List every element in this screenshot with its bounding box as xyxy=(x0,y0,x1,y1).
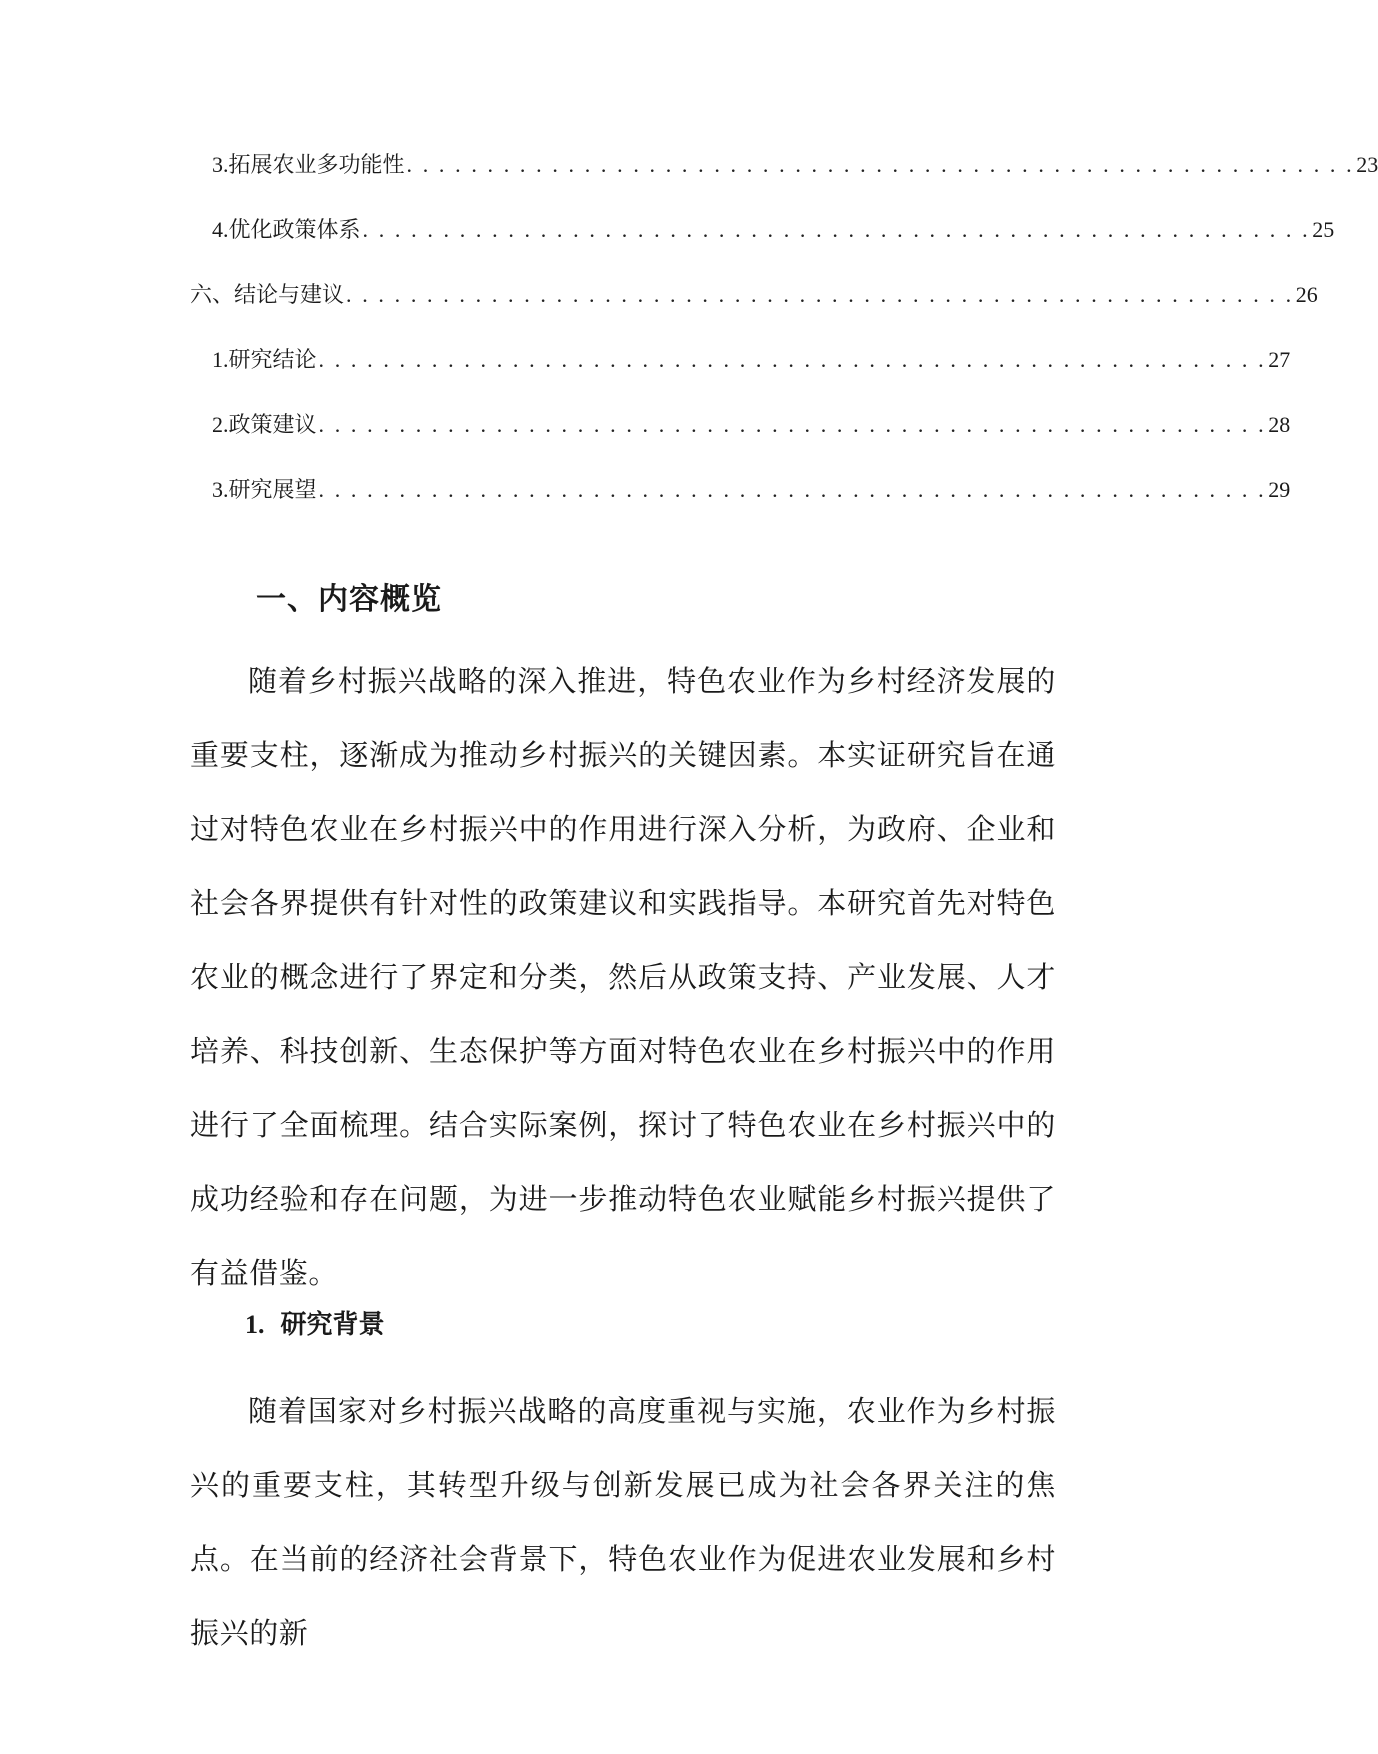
toc-item[interactable] xyxy=(212,410,1291,441)
toc-item-title: 研究展望 xyxy=(228,478,317,503)
toc-item[interactable] xyxy=(212,215,1335,246)
toc-item-page: 25 xyxy=(1312,217,1335,242)
toc-leader-dots: . . . . . . . . . . . . . . . . . . . . . . . . . . . . . . . . . . . . . . . . . . . . . . . . . . . . . . . . . . . xyxy=(318,412,1267,437)
toc-leader-dots: . . . . . . . . . . . . . . . . . . . . . . . . . . . . . . . . . . . . . . . . . . . . . . . . . . . . . . . . . . . xyxy=(406,152,1355,177)
subsection-paragraph: 随着国家对乡村振兴战略的高度重视与实施，农业作为乡村振兴的重要支柱，其转型升级与创新发展已成为社会各界关注的焦点。在当前的经济社会背景下，特色农业作为促进农业发展和乡村振兴的新 xyxy=(190,1394,1056,1650)
toc-item-title: 拓展农业多功能性 xyxy=(228,153,405,178)
toc-leader-dots: . . . . . . . . . . . . . . . . . . . . . . . . . . . . . . . . . . . . . . . . . . . . . . . . . . . . . . . . . . . xyxy=(346,282,1294,307)
toc-item-page: 28 xyxy=(1268,412,1291,437)
toc-item-title: 政策建议 xyxy=(228,413,317,438)
toc-item-number: 3. xyxy=(212,477,229,502)
toc-leader-dots: . . . . . . . . . . . . . . . . . . . . . . . . . . . . . . . . . . . . . . . . . . . . . . . . . . . . . . . . . . . xyxy=(362,217,1311,242)
toc-item-page: 23 xyxy=(1356,152,1378,177)
subsection-number: 1. xyxy=(245,1310,265,1339)
toc-leader-dots: . . . . . . . . . . . . . . . . . . . . . . . . . . . . . . . . . . . . . . . . . . . . . . . . . . . . . . . . . . . xyxy=(318,347,1267,372)
toc-leader-dots: . . . . . . . . . . . . . . . . . . . . . . . . . . . . . . . . . . . . . . . . . . . . . . . . . . . . . . . . . . . xyxy=(318,477,1267,502)
section-heading: 一、内容概览 xyxy=(256,582,442,617)
section-paragraph: 随着乡村振兴战略的深入推进，特色农业作为乡村经济发展的重要支柱，逐渐成为推动乡村振兴的关键因素。本实证研究旨在通过对特色农业在乡村振兴中的作用进行深入分析，为政府、企业和社会各界提供有针对性的政策建议和实践指导。本研究首先对特色农业的概念进行了界定和分类，然后从政策支持、产业发展、人才培养、科技创新、生态保护等方面对特色农业在乡村振兴中的作用进行了全面梳理。结合实际案例，探讨了特色农业在乡村振兴中的成功经验和存在问题，为进一步推动特色农业赋能乡村振兴提供了有益借鉴。 xyxy=(190,664,1056,1290)
toc-item[interactable] xyxy=(190,280,1318,311)
toc-item[interactable] xyxy=(212,475,1291,506)
toc-item-number: 1. xyxy=(212,347,229,372)
toc-item-page: 27 xyxy=(1268,347,1291,372)
subsection-heading xyxy=(245,1304,385,1341)
toc-item[interactable] xyxy=(212,150,1378,181)
toc-item-title: 优化政策体系 xyxy=(228,218,361,243)
toc-item-title: 研究结论 xyxy=(228,348,317,373)
toc-item-page: 29 xyxy=(1268,477,1291,502)
toc-item-number: 2. xyxy=(212,412,229,437)
toc-item-number: 3. xyxy=(212,152,229,177)
toc-item-title: 六、结论与建议 xyxy=(190,283,345,308)
toc-item[interactable] xyxy=(212,345,1291,376)
toc-item-page: 26 xyxy=(1295,282,1318,307)
subsection-title: 研究背景 xyxy=(280,1310,385,1340)
toc-item-number: 4. xyxy=(212,217,229,242)
